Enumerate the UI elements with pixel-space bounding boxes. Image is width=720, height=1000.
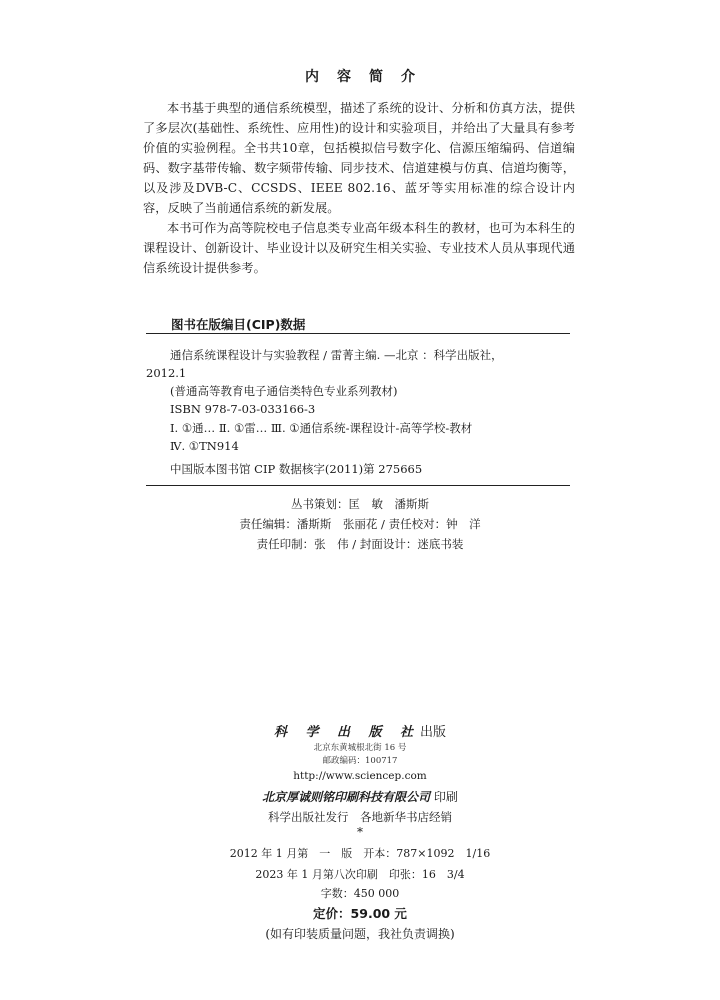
edition-line: 2012 年 1 月第 一 版 开本：787×1092 1/16 xyxy=(229,847,491,860)
publisher-name xyxy=(0,721,720,740)
cip-record xyxy=(146,346,570,418)
intro-paragraph-1: 本书基于典型的通信系统模型，描述了系统的设计、分析和仿真方法，提供了多层次(基础性、系统性、应用性)的设计和实验项目，并给出了大量具有参考价值的实验例程。全书共10章，包括模拟信号数字化、信源压缩编码、信道编码、数字基带传输、数字频带传输、同步技术、信道建模与仿真、信道均衡等，以及涉及DVB-C、CCSDS、IEEE 802.16、蓝牙等实用标准的综合设计内容，反映了当前通信系统的新发展。 xyxy=(143,101,575,215)
printing-line: 2023 年 1 月第八次印刷 印张：16 3/4 xyxy=(255,868,465,881)
separator-star: * xyxy=(357,825,363,839)
cip-number xyxy=(146,460,570,478)
publisher-url: http://www.sciencep.com xyxy=(293,770,427,782)
intro-paragraph-2: 本书可作为高等院校电子信息类专业高年级本科生的教材，也可为本科生的课程设计、创新设计、毕业设计以及研究生相关实验、专业技术人员从事现代通信系统设计提供参考。 xyxy=(143,221,575,275)
publisher-address-block xyxy=(0,742,720,768)
cip-bottom-rule xyxy=(146,485,570,486)
cip-top-rule xyxy=(146,333,570,334)
publisher-name-text: 科 学 出 版 社 xyxy=(273,725,421,740)
quality-note: (如有印装质量问题，我社负责调换) xyxy=(265,927,455,941)
cip-classification xyxy=(146,419,570,455)
credits-line-1: 丛书策划：匡 敏 潘斯斯 xyxy=(291,497,429,511)
intro-section xyxy=(143,98,575,278)
cip-line-7: 中国版本图书馆 CIP 数据核字(2011)第 275665 xyxy=(170,462,423,476)
cip-line-6: Ⅳ. ①TN914 xyxy=(170,439,239,453)
price: 定价：59.00 元 xyxy=(313,906,407,921)
cip-line-1: 通信系统课程设计与实验教程 / 雷菁主编. —北京 ：科学出版社， xyxy=(170,348,503,362)
publisher-address: 北京东黄城根北街 16 号 xyxy=(313,743,407,753)
cip-line-2: 2012.1 xyxy=(146,366,187,380)
printer-suffix: 印刷 xyxy=(433,790,458,804)
intro-title: 内容简介 xyxy=(305,69,433,85)
publisher-suffix: 出版 xyxy=(420,725,447,740)
edition-specs xyxy=(0,843,720,885)
publisher-postcode: 邮政编码：100717 xyxy=(322,756,398,766)
printer-name: 北京厚诚则铭印刷科技有限公司 xyxy=(262,790,431,804)
cip-line-3: (普通高等教育电子通信类特色专业系列教材) xyxy=(170,384,398,398)
credits xyxy=(0,494,720,554)
cip-heading: 图书在版编目(CIP)数据 xyxy=(171,317,306,332)
cip-line-4: ISBN 978-7-03-033166-3 xyxy=(170,402,316,416)
printer xyxy=(0,788,720,805)
distribution: 科学出版社发行 各地新华书店经销 xyxy=(268,810,452,824)
credits-line-3: 责任印制：张 伟 / 封面设计：迷底书装 xyxy=(256,537,464,551)
credits-line-2: 责任编辑：潘斯斯 张丽花 / 责任校对：钟 洋 xyxy=(239,517,481,531)
word-count: 字数：450 000 xyxy=(320,887,400,900)
cip-line-5: Ⅰ. ①通… Ⅱ. ①雷… Ⅲ. ①通信系统-课程设计-高等学校-教材 xyxy=(170,421,473,435)
